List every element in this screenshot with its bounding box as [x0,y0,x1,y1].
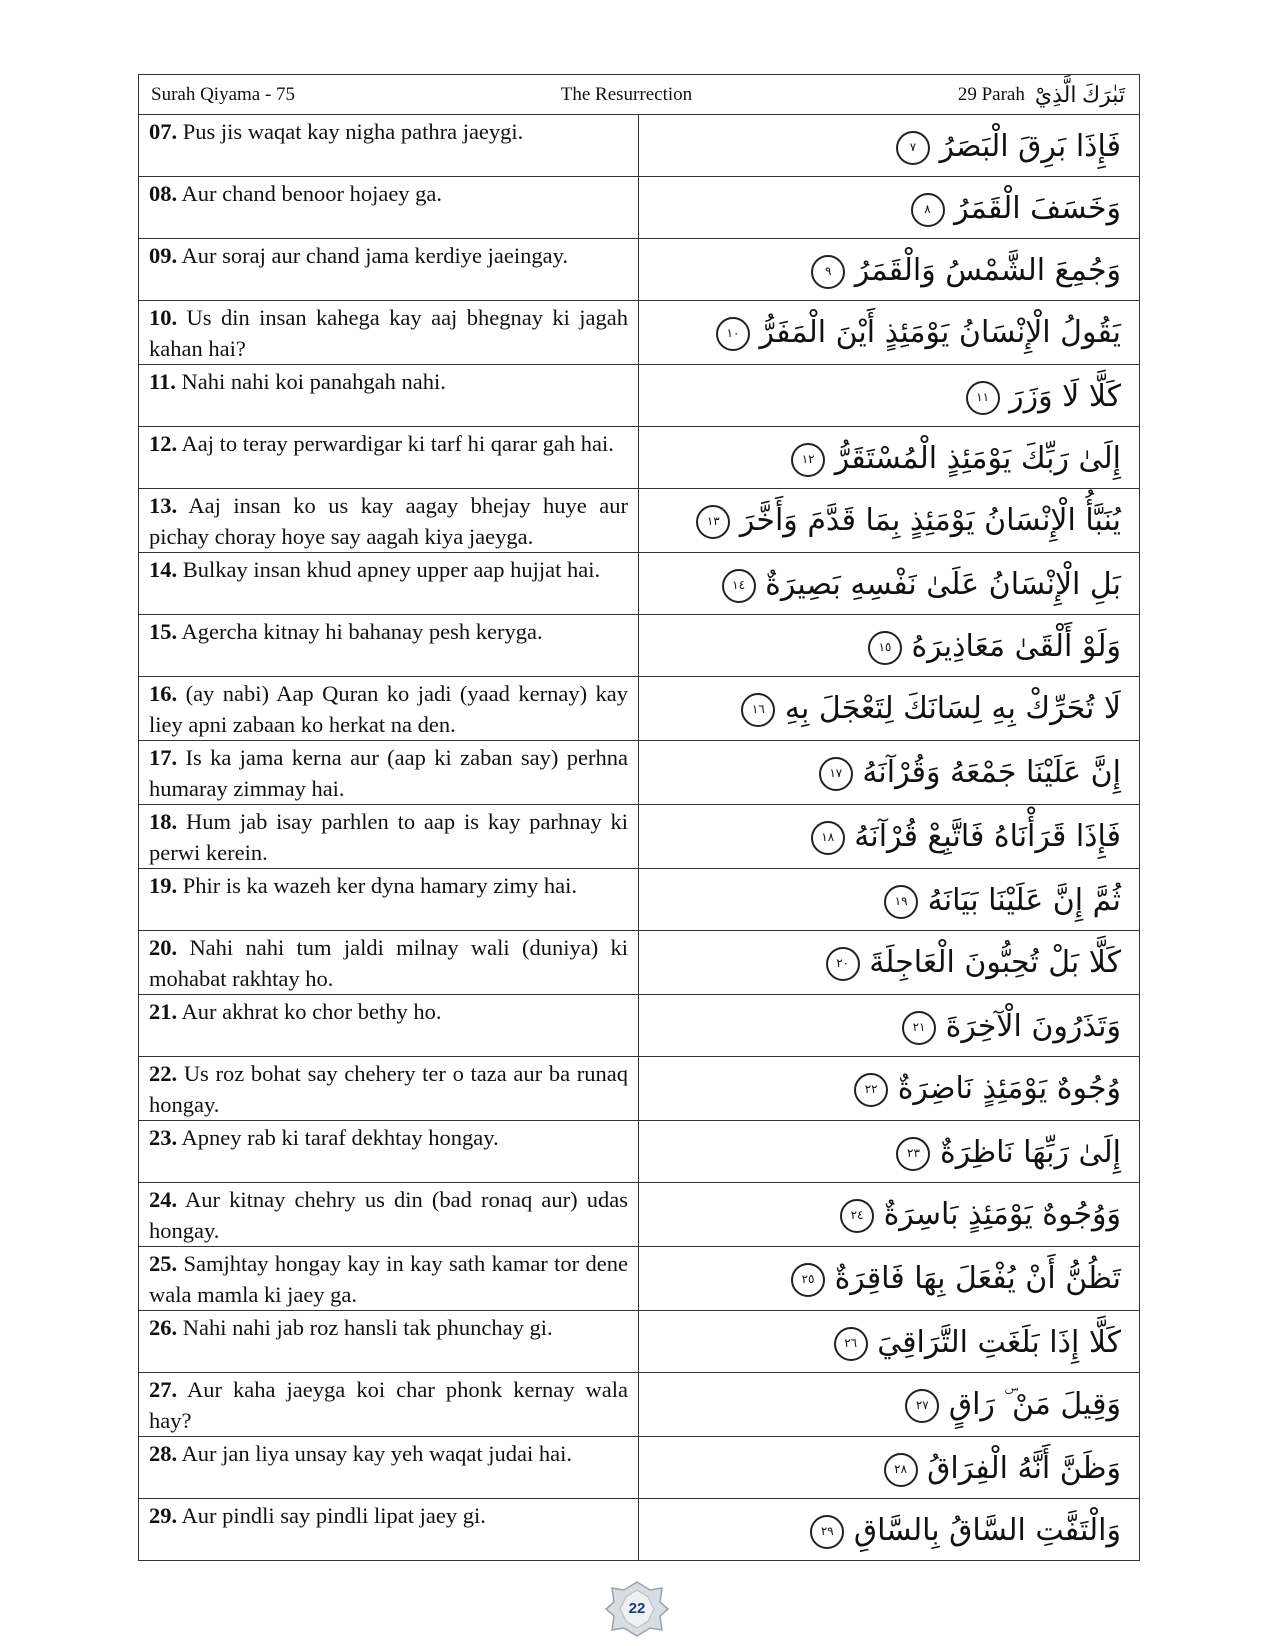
arabic-verse: يَقُولُ الْإِنْسَانُ يَوْمَئِذٍ أَيْنَ الْمَفَرُّ [759,315,1121,350]
ayah-end-marker-icon: ٢٩ [810,1515,844,1549]
ayah-end-marker-icon: ٢٥ [791,1263,825,1297]
verse-number: 07. [149,119,178,144]
translation-cell [139,301,639,365]
translation-table [138,74,1140,1561]
arabic-cell [639,805,1140,869]
arabic-cell [639,1437,1140,1499]
translation-cell [139,489,639,553]
verse-row [139,1311,1140,1373]
ayah-end-marker-icon: ٢٣ [896,1137,930,1171]
verse-translation: Us roz bohat say chehery ter o taza aur ba runaq hongay. [149,1061,628,1117]
verse-translation: Hum jab isay parhlen to aap is kay parhnay ki perwi kerein. [149,809,629,865]
verse-row [139,1373,1140,1437]
arabic-verse: وُجُوهٌ يَوْمَئِذٍ نَاضِرَةٌ [897,1071,1121,1106]
verse-number: 14. [149,557,178,582]
ayah-end-marker-icon: ١٦ [741,693,775,727]
verse-row [139,931,1140,995]
verse-number: 18. [149,809,178,834]
translation-cell [139,553,639,615]
verse-number: 11. [149,369,176,394]
verse-translation: Aur jan liya unsay kay yeh waqat judai hai. [181,1441,573,1466]
arabic-cell [639,869,1140,931]
arabic-verse: إِلَىٰ رَبِّكَ يَوْمَئِذٍ الْمُسْتَقَرُّ [834,441,1121,476]
ayah-end-marker-icon: ١٣ [696,505,730,539]
verse-number: 25. [149,1251,178,1276]
ayah-end-marker-icon: ٢٠ [826,947,860,981]
arabic-cell [639,931,1140,995]
verse-translation: Aur kaha jaeyga koi char phonk kernay wala hay? [149,1377,628,1433]
verse-number: 23. [149,1125,178,1150]
translation-cell [139,115,639,177]
translation-cell [139,1437,639,1499]
arabic-cell [639,1057,1140,1121]
verse-row [139,489,1140,553]
verse-row [139,1247,1140,1311]
verse-translation: Samjhtay hongay kay in kay sath kamar tor dene wala mamla ki jaey ga. [149,1251,628,1307]
arabic-cell [639,995,1140,1057]
verse-translation: Aur soraj aur chand jama kerdiye jaeingay. [181,243,569,268]
translation-cell [139,177,639,239]
arabic-verse: كَلَّا إِذَا بَلَغَتِ التَّرَاقِيَ [877,1325,1121,1360]
surah-english-title: The Resurrection [560,83,693,105]
arabic-verse: وَوُجُوهٌ يَوْمَئِذٍ بَاسِرَةٌ [883,1197,1121,1232]
verse-number: 22. [149,1061,178,1086]
verse-number: 13. [149,493,178,518]
arabic-verse: وَقِيلَ مَنْ ۜ رَاقٍ [948,1387,1121,1422]
verse-translation: Nahi nahi koi panahgah nahi. [181,369,446,394]
ayah-end-marker-icon: ١٧ [819,757,853,791]
verse-row [139,177,1140,239]
arabic-verse: فَإِذَا بَرِقَ الْبَصَرُ [939,129,1121,164]
arabic-cell [639,741,1140,805]
verse-row [139,365,1140,427]
verse-translation: Aaj to teray perwardigar ki tarf hi qarar gah hai. [181,431,614,456]
ayah-end-marker-icon: ٢٨ [884,1453,918,1487]
verse-row [139,301,1140,365]
arabic-cell [639,615,1140,677]
translation-cell [139,1499,639,1561]
arabic-cell [639,365,1140,427]
arabic-cell [639,553,1140,615]
translation-cell [139,365,639,427]
translation-cell [139,1057,639,1121]
ayah-end-marker-icon: ١٤ [722,569,756,603]
arabic-cell [639,115,1140,177]
translation-cell [139,1247,639,1311]
verse-translation: Pus jis waqat kay nigha pathra jaeygi. [182,119,524,144]
verse-number: 08. [149,181,178,206]
verse-translation: Aur akhrat ko chor bethy ho. [181,999,442,1024]
arabic-cell [639,301,1140,365]
verse-number: 26. [149,1315,178,1340]
arabic-verse: وَالْتَفَّتِ السَّاقُ بِالسَّاقِ [853,1513,1121,1548]
translation-cell [139,1183,639,1247]
verse-translation: Us din insan kahega kay aaj bhegnay ki jagah kahan hai? [149,305,628,361]
verse-row [139,427,1140,489]
page-number: 22 [628,1600,646,1617]
translation-cell [139,677,639,741]
verse-translation: Phir is ka wazeh ker dyna hamary zimy hai. [182,873,577,898]
parah-arabic-name: تَبٰرَكَ الَّذِيْ [1034,81,1125,107]
ayah-end-marker-icon: ٧ [896,131,930,165]
arabic-cell [639,1311,1140,1373]
arabic-verse: وَظَنَّ أَنَّهُ الْفِرَاقُ [927,1451,1121,1486]
ayah-end-marker-icon: ٩ [811,255,845,289]
arabic-verse: إِنَّ عَلَيْنَا جَمْعَهُ وَقُرْآنَهُ [862,755,1121,790]
verse-number: 19. [149,873,178,898]
arabic-cell [639,239,1140,301]
page-number-badge [604,1580,670,1638]
translation-cell [139,427,639,489]
translation-cell [139,615,639,677]
verse-translation: Apney rab ki taraf dekhtay hongay. [181,1125,499,1150]
verse-translation: Aur chand benoor hojaey ga. [181,181,443,206]
page-header [139,75,1140,115]
translation-cell [139,995,639,1057]
verse-row [139,741,1140,805]
surah-name: Surah Qiyama - 75 [151,83,296,105]
verse-number: 10. [149,305,178,330]
arabic-cell [639,1121,1140,1183]
arabic-verse: كَلَّا بَلْ تُحِبُّونَ الْعَاجِلَةَ [869,945,1121,980]
verse-number: 16. [149,681,178,706]
verse-translation: Is ka jama kerna aur (aap ki zaban say) perhna humaray zimmay hai. [149,745,628,801]
ayah-end-marker-icon: ١٨ [811,821,845,855]
verse-translation: Aur kitnay chehry us din (bad ronaq aur) udas hongay. [149,1187,628,1243]
verse-row [139,1437,1140,1499]
ayah-end-marker-icon: ٢٢ [854,1073,888,1107]
arabic-cell [639,489,1140,553]
ayah-end-marker-icon: ٢١ [902,1011,936,1045]
translation-cell [139,1373,639,1437]
verse-row [139,869,1140,931]
verse-number: 20. [149,935,178,960]
verse-number: 29. [149,1503,178,1528]
translation-cell [139,1311,639,1373]
parah-number: 29 Parah [957,83,1025,105]
arabic-verse: وَجُمِعَ الشَّمْسُ وَالْقَمَرُ [854,253,1121,288]
arabic-cell [639,677,1140,741]
verse-translation: Aur pindli say pindli lipat jaey gi. [181,1503,486,1528]
translation-cell [139,805,639,869]
arabic-verse: تَظُنُّ أَنْ يُفْعَلَ بِهَا فَاقِرَةٌ [834,1261,1121,1296]
arabic-verse: إِلَىٰ رَبِّهَا نَاظِرَةٌ [940,1135,1121,1170]
arabic-cell [639,1183,1140,1247]
arabic-verse: فَإِذَا قَرَأْنَاهُ فَاتَّبِعْ قُرْآنَهُ [854,819,1121,854]
arabic-verse: لَا تُحَرِّكْ بِهِ لِسَانَكَ لِتَعْجَلَ بِهِ [784,691,1121,726]
verse-row [139,553,1140,615]
verse-row [139,1121,1140,1183]
verse-translation: Nahi nahi tum jaldi milnay wali (duniya) ki mohabat rakhtay ho. [149,935,629,991]
verse-row [139,1057,1140,1121]
verse-number: 12. [149,431,178,456]
arabic-verse: وَتَذَرُونَ الْآخِرَةَ [945,1009,1121,1044]
verse-row [139,1183,1140,1247]
arabic-verse: يُنَبَّأُ الْإِنْسَانُ يَوْمَئِذٍ بِمَا قَدَّمَ وَأَخَّرَ [739,503,1121,538]
ayah-end-marker-icon: ١٥ [868,631,902,665]
verse-number: 28. [149,1441,178,1466]
verse-number: 17. [149,745,178,770]
arabic-cell [639,1373,1140,1437]
verse-translation: Nahi nahi jab roz hansli tak phunchay gi. [182,1315,553,1340]
arabic-verse: وَخَسَفَ الْقَمَرُ [954,191,1121,226]
verse-row [139,995,1140,1057]
verse-row [139,677,1140,741]
ayah-end-marker-icon: ١٢ [791,443,825,477]
verse-translation: Aaj insan ko us kay aagay bhejay huye aur pichay choray hoye say aagah kiya jaeyga. [149,493,628,549]
ayah-end-marker-icon: ٢٦ [834,1327,868,1361]
arabic-verse: ثُمَّ إِنَّ عَلَيْنَا بَيَانَهُ [927,883,1121,918]
ayah-end-marker-icon: ٨ [911,193,945,227]
verse-number: 15. [149,619,178,644]
verse-number: 27. [149,1377,178,1402]
verse-row [139,239,1140,301]
verse-number: 24. [149,1187,178,1212]
arabic-cell [639,1499,1140,1561]
translation-cell [139,869,639,931]
verse-row [139,805,1140,869]
arabic-verse: كَلَّا لَا وَزَرَ [1009,379,1121,414]
verse-translation: (ay nabi) Aap Quran ko jadi (yaad kernay) kay liey apni zabaan ko herkat na den. [149,681,628,737]
arabic-cell [639,427,1140,489]
ayah-end-marker-icon: ١١ [966,381,1000,415]
verse-row [139,615,1140,677]
translation-cell [139,931,639,995]
arabic-verse: بَلِ الْإِنْسَانُ عَلَىٰ نَفْسِهِ بَصِيرَةٌ [765,567,1121,602]
ayah-end-marker-icon: ١٠ [716,317,750,351]
arabic-cell [639,1247,1140,1311]
verse-number: 21. [149,999,178,1024]
verse-row [139,1499,1140,1561]
verse-translation: Agercha kitnay hi bahanay pesh keryga. [181,619,543,644]
arabic-verse: وَلَوْ أَلْقَىٰ مَعَاذِيرَهُ [911,629,1121,664]
verse-translation: Bulkay insan khud apney upper aap hujjat hai. [182,557,601,582]
verse-row [139,115,1140,177]
translation-cell [139,239,639,301]
arabic-cell [639,177,1140,239]
translation-cell [139,741,639,805]
translation-cell [139,1121,639,1183]
ayah-end-marker-icon: ١٩ [884,885,918,919]
ayah-end-marker-icon: ٢٤ [840,1199,874,1233]
verse-number: 09. [149,243,178,268]
ayah-end-marker-icon: ٢٧ [905,1389,939,1423]
